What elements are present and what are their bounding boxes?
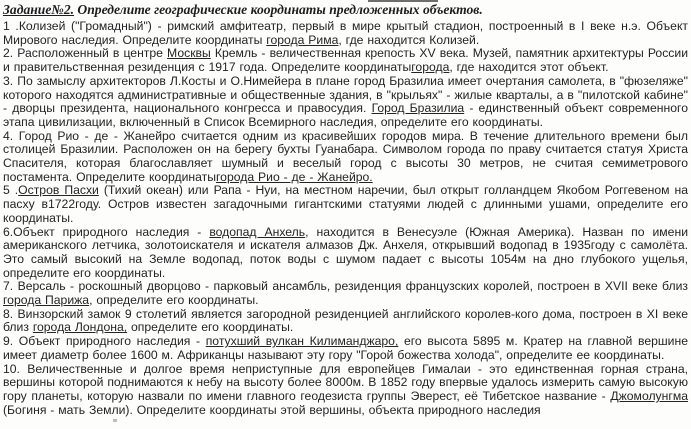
text-segment: - единственный объект современного этапа цивилизации, включенный в Список Всемирного наследия, определите его координаты. [3, 101, 688, 129]
text-segment: , где находится Колизей. [338, 32, 480, 47]
paragraph-item-7 [3, 280, 688, 307]
title-text: Определите географические координаты предложенных объектов. [74, 2, 483, 17]
text-segment: (Тихий океан) или Рапа - Нуи, на местном наречии, был открыт голландцем Якобом Роггевеном на пасху в1722году. Остров известен загадочными гигантскими статуями людей с длинными ушами, определите его координаты. [3, 183, 688, 225]
paragraph-item-6 [3, 226, 688, 281]
paragraph-item-9 [3, 335, 688, 362]
text-segment: , определите его координаты. [89, 293, 259, 308]
underlined-phrase: города Рима [266, 32, 339, 47]
document-body [3, 20, 688, 417]
scan-artifact-line [368, 0, 438, 2]
underlined-phrase: Москвы [167, 46, 211, 61]
text-segment: 8. Винзорский замок 9 столетий является загородной резиденцией английского королев-кого дома, построен в XI веке близ [3, 306, 688, 335]
underlined-phrase: города Рио - де - Жанейро. [215, 169, 373, 184]
text-segment: Кремль - величественная крепость XV века. Музей, памятник архитектуры России и правительственная резиденция с 1917 года. Определите координаты [3, 46, 688, 75]
text-segment: 1 .Колизей ("Громадный") - римский амфитеатр, первый в мире крытый стадион, построенный в I веке н.э. Объект Мирового наследия. Определите координаты [3, 19, 688, 47]
text-segment: 3. По замыслу архитекторов Л.Косты и О.Нимейера в плане город Бразилиа имеет очертания самолета, в "фюзеляже" которого находятся административные и общественные здания, в "крыльях" - жилые кварталы, а в "пилотской кабине" - дворцы президента, национального конгресса и правосудия. [3, 73, 688, 116]
text-segment: , где находится этот объект. [449, 60, 609, 75]
underlined-phrase: Остров Пасхи [18, 183, 99, 198]
paragraph-item-5 [3, 184, 688, 225]
text-segment: , находится в Венесуэле (Южная Америка). Назван по имени американского летчика, золотоискателя и искателя алмазов Дж. Анхеля, открывший водопад в 1935году с самолёта. Это самый высокий на Земле водопад, поток воды с шумом падает с высоты 1054м на дно глубокого ущелья, определите его координаты. [3, 224, 689, 280]
text-segment: (Богиня - мать Земли). Определите координаты этой вершины, объекта природного наследия [3, 402, 541, 417]
paragraph-item-1 [3, 20, 688, 47]
task-number: Задание№2. [3, 2, 75, 17]
paragraph-item-10 [3, 363, 688, 418]
underlined-phrase: города [411, 60, 450, 75]
text-segment: 9. Объект природного наследия - [3, 334, 206, 349]
paragraph-item-3 [3, 75, 688, 130]
text-segment: 10. Величественные и долгое время неприступные для европейцев Гималаи - это единственная горная страна, вершины которой поднимаются к небу на высоту более 8000м. В 1852 году впервые удалось измерить самую высокую гору планеты, которую назвали по имени главного геодезиста группы Эверест, её Тибетское название - [3, 361, 688, 403]
underlined-phrase: города Парижа [3, 293, 90, 308]
text-segment: его высота 5895 м. Кратер на главной вершине имеет диаметр более 1600 м. Африканцы называют эту гору "Горой божества холода", определите ее координаты. [3, 334, 688, 362]
paragraph-item-8 [3, 308, 688, 335]
text-segment: 2. Расположенный в центре [3, 46, 168, 61]
text-segment: 6.Объект природного наследия - [3, 224, 210, 239]
underlined-phrase: водопад Анхель [209, 224, 306, 239]
text-segment: 5 . [3, 183, 19, 198]
scan-artifact-speck [113, 419, 117, 422]
underlined-phrase: Джомолунгма [610, 388, 688, 403]
paragraph-item-4 [3, 130, 688, 185]
text-segment: 7. Версаль - роскошный дворцово - парковый ансамбль, резиденция французских королей, построен в XVII веке близ [3, 279, 688, 294]
document-title [3, 2, 688, 18]
paragraph-item-2 [3, 47, 688, 74]
text-segment: определите его координаты. [127, 320, 294, 335]
text-segment: 4. Город Рио - де - Жанейро считается одним из красивейших городов мира. В течение длительного времени был столицей Бразилии. Расположен он на берегу бухты Гуанабара. Символом города по праву считается статуя Христа Спасителя, которая благославляет шумный и веселый город с высоты 30 метров, не считая семиметрового постамента. Определите координаты [3, 128, 688, 184]
underlined-phrase: потухший вулкан Килиманджаро, [205, 334, 399, 349]
underlined-phrase: Город Бразилиа [371, 101, 465, 116]
underlined-phrase: города Лондона, [32, 320, 128, 335]
